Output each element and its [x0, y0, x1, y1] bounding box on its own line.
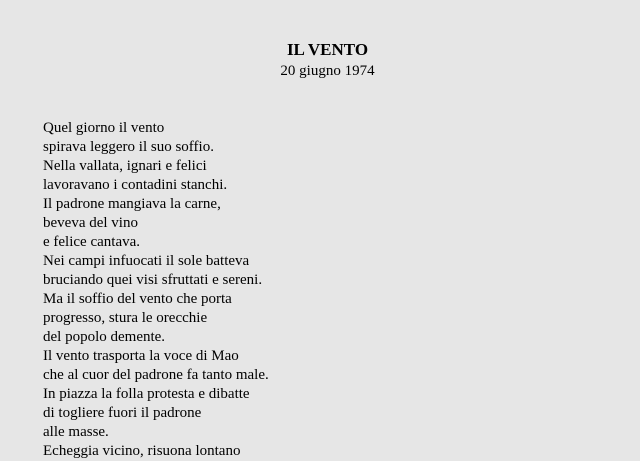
verse-line: bruciando quei visi sfruttati e sereni. — [43, 272, 263, 288]
verse-line: In piazza la folla protesta e dibatte — [43, 386, 250, 402]
verse-line: di togliere fuori il padrone — [43, 405, 202, 421]
verse-line: del popolo demente. — [43, 329, 166, 345]
verse-line: Il vento trasporta la voce di Mao — [43, 348, 239, 364]
verse-line: Quel giorno il vento — [43, 120, 165, 136]
poem-date: 20 giugno 1974 — [280, 63, 375, 79]
verse-line: spirava leggero il suo soffio. — [43, 139, 214, 155]
verse-line: Ma il soffio del vento che porta — [43, 291, 232, 307]
verse-line: Il padrone mangiava la carne, — [43, 196, 221, 212]
verse-line: alle masse. — [43, 424, 109, 440]
verse-line: beveva del vino — [43, 215, 138, 231]
verse-line: Echeggia vicino, risuona lontano — [43, 443, 241, 459]
verse-line: lavoravano i contadini stanchi. — [43, 177, 228, 193]
verse-line: Nei campi infuocati il sole batteva — [43, 253, 250, 269]
verse-line: Nella vallata, ignari e felici — [43, 158, 207, 174]
poem-title: IL VENTO — [286, 40, 369, 59]
verse-line: progresso, stura le orecchie — [43, 310, 208, 326]
poem-body — [43, 119, 269, 461]
verse-line: che al cuor del padrone fa tanto male. — [43, 367, 269, 383]
verse-line: e felice cantava. — [43, 234, 141, 250]
